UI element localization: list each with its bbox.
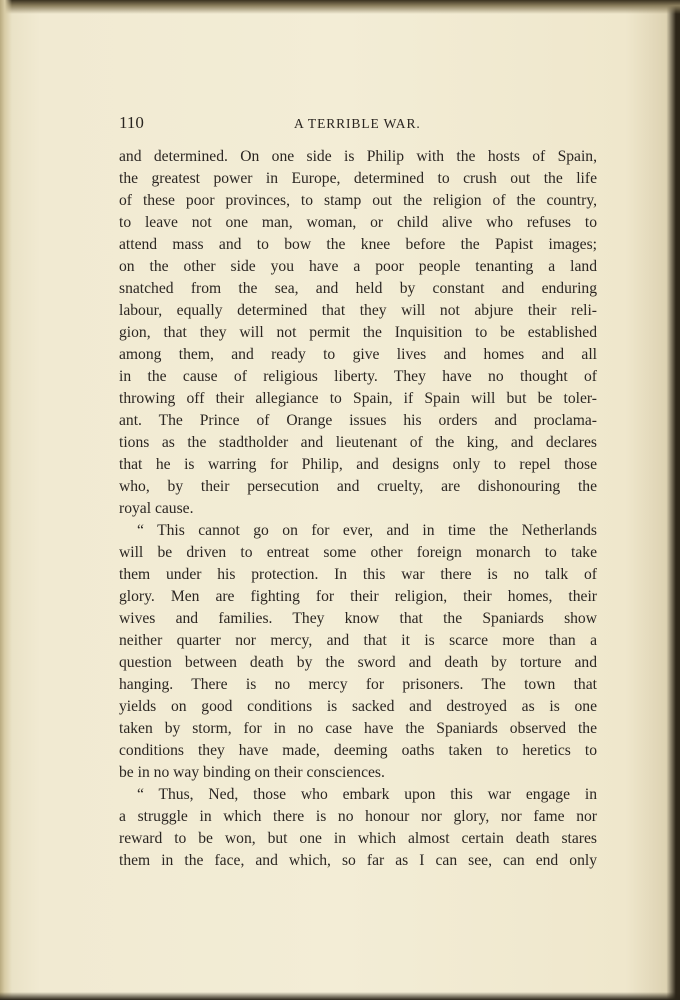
page-bottom-edge bbox=[0, 992, 680, 1000]
text-line: reward to be won, but one in which almost certain death stares bbox=[119, 830, 597, 847]
text-line: who, by their persecution and cruelty, are dishonouring the bbox=[119, 478, 597, 495]
page-left-edge bbox=[0, 0, 12, 1000]
text-line: attend mass and to bow the knee before the Papist images; bbox=[119, 236, 597, 253]
body-text bbox=[119, 146, 597, 872]
text-line: snatched from the sea, and held by constant and enduring bbox=[119, 280, 597, 297]
text-line: be in no way binding on their consciences. bbox=[119, 764, 385, 781]
running-head bbox=[119, 113, 599, 135]
text-line: in the cause of religious liberty. They have no thought of bbox=[119, 368, 597, 385]
text-line: tions as the stadtholder and lieutenant of the king, and declares bbox=[119, 434, 597, 451]
text-line: neither quarter nor mercy, and that it is scarce more than a bbox=[119, 632, 597, 649]
text-line: “ This cannot go on for ever, and in time the Netherlands bbox=[137, 522, 597, 539]
text-line: throwing off their allegiance to Spain, if Spain will but be toler- bbox=[119, 390, 597, 407]
text-line: them in the face, and which, so far as I can see, can end only bbox=[119, 852, 597, 869]
page-number: 110 bbox=[119, 113, 144, 132]
text-line: royal cause. bbox=[119, 500, 194, 517]
text-line: the greatest power in Europe, determined to crush out the life bbox=[119, 170, 597, 187]
text-line: wives and families. They know that the Spaniards show bbox=[119, 610, 597, 627]
text-line: labour, equally determined that they will not abjure their reli- bbox=[119, 302, 597, 319]
text-line: to leave not one man, woman, or child alive who refuses to bbox=[119, 214, 597, 231]
text-line: yields on good conditions is sacked and destroyed as is one bbox=[119, 698, 597, 715]
text-line: hanging. There is no mercy for prisoners. The town that bbox=[119, 676, 597, 693]
text-line: and determined. On one side is Philip with the hosts of Spain, bbox=[119, 148, 597, 165]
text-line: that he is warring for Philip, and designs only to repel those bbox=[119, 456, 597, 473]
page-top-shadow bbox=[0, 0, 680, 14]
text-line: among them, and ready to give lives and homes and all bbox=[119, 346, 597, 363]
running-title: A TERRIBLE WAR. bbox=[294, 116, 421, 131]
text-line: of these poor provinces, to stamp out the religion of the country, bbox=[119, 192, 597, 209]
text-line: them under his protection. In this war there is no talk of bbox=[119, 566, 597, 583]
text-line: conditions they have made, deeming oaths taken to heretics to bbox=[119, 742, 597, 759]
text-line: glory. Men are fighting for their religion, their homes, their bbox=[119, 588, 597, 605]
text-line: on the other side you have a poor people tenanting a land bbox=[119, 258, 597, 275]
text-line: question between death by the sword and death by torture and bbox=[119, 654, 597, 671]
text-line: a struggle in which there is no honour nor glory, nor fame nor bbox=[119, 808, 597, 825]
text-line: “ Thus, Ned, those who embark upon this war engage in bbox=[137, 786, 597, 803]
text-line: will be driven to entreat some other foreign monarch to take bbox=[119, 544, 597, 561]
text-line: ant. The Prince of Orange issues his orders and proclama- bbox=[119, 412, 597, 429]
text-line: taken by storm, for in no case have the Spaniards observed the bbox=[119, 720, 597, 737]
text-line: gion, that they will not permit the Inquisition to be established bbox=[119, 324, 597, 341]
